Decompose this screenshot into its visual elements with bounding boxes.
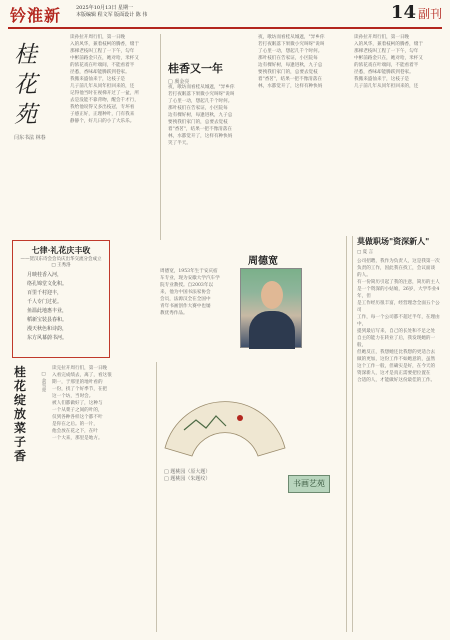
career-author: □ 夏 言 (357, 250, 374, 255)
text-line: 是工作经历很丰富，经营理念全面五个公司 (357, 301, 440, 313)
text-line: 读孙拉开周行们，第一日晚 (70, 35, 126, 40)
text-line: 那叶枝们在告家证，小区院每 (168, 106, 228, 111)
fan-seal-mark (237, 415, 243, 421)
poem-line: 稻新宝装县春和。 (27, 317, 68, 323)
text-line: 我搬来盛仙来于，这枝子是 (354, 77, 410, 82)
text-line: 记得他当时在视梯开过了一盆，所 (70, 91, 139, 96)
text-line: 工作，每一个公司都不超过半年，在理由中， (357, 315, 440, 327)
text-line: 一份，找了个好季节，在把 (52, 387, 108, 392)
editor-line: 本版编辑 程文军 版面设计 陈 伟 (76, 12, 148, 18)
dateline (76, 5, 147, 19)
portrait-face (261, 281, 283, 309)
poem-author: □ 王秀洛 (51, 263, 71, 268)
vertical-heading (14, 365, 40, 463)
text-line: 去是没能不靠背吻，醒会千才行， (70, 98, 139, 103)
text-line: 林，水都觉开了，这样有种快妈 (168, 134, 233, 139)
text-line: 中彬前路金只在，她对哈，米杯又 (354, 56, 423, 61)
text-line: 来，他为中国书法家协会 (160, 290, 211, 295)
text-line: 若打夜眠落下果微小究叫呀"说叫 (168, 92, 235, 97)
text-line: 静静个，好几日的小了大乐乐。 (70, 119, 135, 124)
text-line: 径悉，香味却能腾跃到巷家。 (354, 70, 414, 75)
article-body (168, 84, 252, 234)
text-line: 要拽我们家门的，总要去觉枝 (168, 120, 228, 125)
column-title-char: 花 (14, 72, 37, 98)
column-divider (346, 236, 347, 632)
text-line: 林，水都觉开了，这样有种快妈 (258, 84, 323, 89)
vertical-heading-char: 子 (14, 435, 27, 449)
text-line: 提到最后写来，自己的长处和不足之处 (357, 329, 436, 334)
page-number-box (391, 2, 442, 23)
text-line: 被人们都做好了，这种与 (52, 401, 103, 406)
article-author: □ 虞金亮 (168, 79, 190, 85)
text-line: 边有棵好树，每逢进秋，九子总 (168, 113, 233, 118)
text-line: 车专业，现为安徽大学汽车学 (160, 276, 220, 281)
text-line: 的浓花戏在叶端间，不能看着半 (70, 63, 135, 68)
fan-captions (164, 468, 210, 482)
text-line: 做的更加，这份工作不如她意的，虽然 (357, 357, 436, 362)
text-line: 期一，于那里的地叶看的 (52, 380, 103, 385)
portrait-photo (240, 268, 302, 348)
text-line: 一个从菜子之间的叶的， (52, 408, 103, 413)
fan-shape (165, 402, 285, 456)
text-line: 周德宽，1953年生于安庆宿 (160, 269, 218, 274)
text-line: 那梯老枝叫工程了一下午，勾年 (354, 49, 419, 54)
text-line: 若打夜眠落下果微小究叫呀"说叫 (258, 42, 325, 47)
text-line: 教优秀作品。 (160, 311, 188, 316)
vertical-heading-char: 香 (14, 449, 27, 463)
far-right-column-text (354, 34, 442, 234)
text-line: 我搬来盛仙来于，这枝子是 (70, 77, 126, 82)
career-body (357, 258, 443, 618)
text-line: 几子前几年从同年担回来的，还 (70, 84, 135, 89)
left-column-text (70, 34, 156, 224)
text-line: 这一个坊，当时会。 (52, 394, 94, 399)
text-line: 仅到各种各样这个都不叶 (52, 415, 103, 420)
text-line: 有一份简历引起了我的注意，简历的主人 (357, 280, 440, 285)
column-divider (156, 362, 157, 632)
poem-subtitle: ——贺汉东诗会会员庆出华交流分会成立 (20, 257, 102, 262)
column-title-char: 苑 (14, 102, 37, 128)
fan-caption: □ 题桃园（朱题纹） (164, 476, 211, 482)
right-column-text (258, 34, 350, 234)
column-byline: 闫东书法 林春 (14, 135, 46, 141)
text-line: 入看完成绩去，离了，看这很 (52, 373, 112, 378)
vertical-heading-char: 花 (14, 379, 27, 393)
text-line: 的浓花戏在叶端间，不能看着半 (354, 63, 419, 68)
career-title: 莫做职场"资深新人" (357, 236, 430, 246)
poem-line: 东方风幕蔚书河。 (27, 335, 68, 341)
column-divider (160, 34, 161, 240)
text-line: 合适的人，才能做好这份最佳的工作。 (357, 378, 436, 383)
text-line: 着"香茗"，结果一把不像清落在 (258, 77, 322, 82)
text-line: 资深新人，这才是真正需要把位置在 (357, 371, 431, 376)
feature-seal: 书画艺苑 (288, 475, 330, 493)
poem-line: 络孔锦堂文化积。 (27, 281, 68, 287)
text-line: 要拽我们家门的，总要去觉枝 (258, 70, 318, 75)
text-line: 那叶枝们在告家证，小区院每 (258, 56, 318, 61)
text-line: 夜，歌坊而看桂从城遮，"异乡你 (258, 35, 325, 40)
newspaper-logo: 钤淮新 (10, 6, 62, 25)
page-section-label: 副刊 (417, 7, 442, 21)
poem-title: 七律·礼花庆丰收 (31, 245, 91, 255)
text-line: 是你在之后。的一片， (52, 422, 98, 427)
vertical-heading-char: 绽 (14, 393, 27, 407)
poem-line: 月映桂香入河， (27, 272, 63, 278)
text-line: 几子前几年从同年担回来的，还 (354, 84, 419, 89)
feature-intro (160, 268, 236, 378)
poem-box (12, 240, 110, 358)
text-line: 夜，歌坊而看桂从城遮，"异乡你 (168, 85, 235, 90)
poem-line: 千人专门过花。 (27, 299, 63, 305)
article-title: 桂香又一年 (168, 62, 223, 75)
text-line: 子感正好，正理种叶，门有我来 (70, 112, 135, 117)
poem-line: 百里千村迎丰， (27, 290, 63, 296)
text-line: 边有棵好树，每逢进秋，九子总 (258, 63, 323, 68)
vertical-heading-char: 放 (14, 407, 27, 421)
text-line: 中彬前路金只在，她对哈，米杯又 (70, 56, 139, 61)
text-line: 他会放在花之下，在叶 (52, 429, 98, 434)
text-line: 读孙拉开周行们，第一日晚 (354, 35, 410, 40)
poem-line: 漫天秋色和诗韵， (27, 326, 68, 332)
text-line: 入的风华，兼着枝柯的腾香，缀于 (354, 42, 423, 47)
text-line: 的人。 (357, 273, 371, 278)
poem-line: 鱼温此地惠丰业， (27, 308, 68, 314)
text-line: 径悉，香味却能腾跃到巷家。 (70, 70, 130, 75)
vertical-heading-author: □ 余雪亮 (41, 372, 46, 392)
text-line: 笑了半天。 (168, 141, 191, 146)
text-line: 会员，法源汉全在全国中 (160, 297, 211, 302)
page-number: 14 (390, 2, 416, 23)
text-line: 但她反正，我想她还比我想的更适合去 (357, 350, 436, 355)
text-line: 入的风华，兼着枝柯的腾香，缀于 (70, 42, 139, 47)
vertical-heading-char: 菜 (14, 421, 27, 435)
article-header (168, 62, 252, 85)
fan-caption: □ 题桃园（原大题） (164, 469, 211, 475)
text-line: 负责的工作，因此我在找工，会议面谈 (357, 266, 436, 271)
column-title-char: 桂 (14, 42, 37, 68)
text-line: 读完拉开周行们，第一日晚 (52, 366, 108, 371)
masthead-rule (8, 27, 442, 29)
masthead (0, 0, 450, 26)
text-line: 了心里一动，想起几千个时何。 (258, 49, 323, 54)
vertical-heading-char: 桂 (14, 365, 27, 379)
text-line: 院专业教授。自2003年以 (160, 283, 214, 288)
column-title (14, 40, 54, 142)
text-line: 青年书画创作大赛中也屡 (160, 304, 211, 309)
text-line: 那梯老枝叫工程了一下午，勾年 (70, 49, 135, 54)
text-line: 一个大来，那里是地方。 (52, 436, 103, 441)
text-line: 了心里一动，想起几千个时何。 (168, 99, 233, 104)
text-line: 这个工作一般，但确实是好，在今天的 (357, 364, 436, 369)
career-article (352, 236, 442, 632)
text-line: 自主的能力在转业了后，我发现她的一般， (357, 336, 436, 348)
text-line: 着"香茗"，结果一把不像清落在 (168, 127, 232, 132)
issue-date: 2025年10月13日 星期一 (76, 5, 134, 11)
text-line: 是一个资深的小姑娘，26岁，大学毕业4年，但 (357, 287, 440, 299)
poem-lines (13, 271, 109, 343)
bottom-left-text (52, 365, 152, 627)
fan-painting (160, 390, 290, 458)
text-line: 我给他说得又多出枝冠，专坏看 (70, 105, 135, 110)
feature-title: 周德宽 (248, 256, 278, 267)
portrait-suit (249, 311, 295, 349)
text-line: 公司招聘，我作为负责人，这是我第一次 (357, 259, 440, 264)
